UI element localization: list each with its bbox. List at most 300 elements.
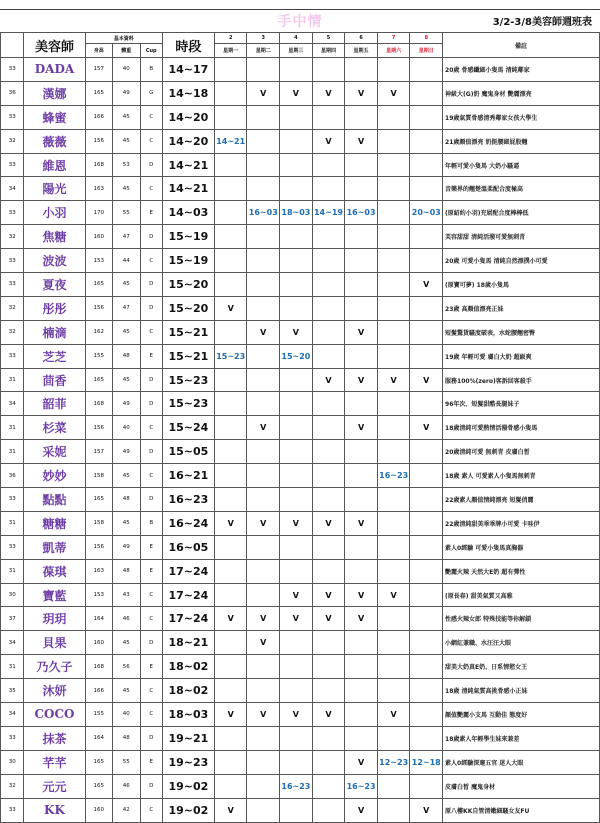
height-cell: 164 (85, 607, 113, 631)
remark-cell: 芙容甜甜 清純活潑可愛無刺青 (443, 225, 600, 249)
name-cell: 玥玥 (24, 607, 85, 631)
day-cell: 16~23 (377, 464, 410, 488)
remark-cell: 18歲 素人 可愛素人小隻馬無刺青 (443, 464, 600, 488)
name-cell: 元元 (24, 774, 85, 798)
cup-cell: C (140, 583, 162, 607)
cup-cell: C (140, 679, 162, 703)
day-cell: 15~20 (280, 344, 313, 368)
day-cell (280, 392, 313, 416)
height-cell: 160 (85, 631, 113, 655)
height-cell: 156 (85, 416, 113, 440)
schedule-table (0, 32, 600, 823)
day-cell (280, 273, 313, 297)
name-cell: 韶菲 (24, 392, 85, 416)
slot-cell: 15~19 (162, 249, 214, 273)
day-cell (280, 750, 313, 774)
weight-cell: 49 (113, 535, 141, 559)
height-cell: 156 (85, 129, 113, 153)
remark-cell: (原紹約小羽)充屌配合度棒棒低 (443, 201, 600, 225)
day-cell (214, 750, 247, 774)
remark-cell: 20歲 骨感纖細小隻馬 清純鄰家 (443, 58, 600, 82)
day-cell (377, 320, 410, 344)
day-cell (280, 129, 313, 153)
slot-cell: 15~20 (162, 296, 214, 320)
day-cell: V (280, 511, 313, 535)
name-cell: 焦糖 (24, 225, 85, 249)
remark-cell: 甜美大奶真E奶、日系情慾女王 (443, 655, 600, 679)
table-row (1, 774, 600, 798)
remark-header: 備註 (443, 33, 600, 58)
day-cell (247, 129, 280, 153)
day-cell (312, 774, 345, 798)
slot-cell: 19~21 (162, 726, 214, 750)
day-cell: V (214, 703, 247, 727)
day-cell (280, 105, 313, 129)
cup-cell: C (140, 320, 162, 344)
day-label: 星期三 (280, 44, 313, 58)
day-cell (377, 344, 410, 368)
day-cell: V (345, 129, 378, 153)
day-cell (377, 153, 410, 177)
day-cell (312, 535, 345, 559)
height-cell: 168 (85, 153, 113, 177)
weight-cell: 48 (113, 559, 141, 583)
age-cell: 31 (1, 368, 24, 392)
height-cell: 155 (85, 344, 113, 368)
day-cell (312, 726, 345, 750)
name-cell: 點點 (24, 488, 85, 512)
day-cell: V (280, 703, 313, 727)
day-cell (410, 583, 443, 607)
weight-cell: 48 (113, 488, 141, 512)
remark-cell: 素人0經驗深邃五官 迷人大眼 (443, 750, 600, 774)
header-row-1 (1, 33, 600, 44)
table-row (1, 511, 600, 535)
day-cell (312, 559, 345, 583)
day-cell: V (247, 703, 280, 727)
day-cell (247, 488, 280, 512)
weight-cell: 49 (113, 440, 141, 464)
slot-cell: 17~24 (162, 607, 214, 631)
day-cell (280, 559, 313, 583)
day-cell (214, 416, 247, 440)
name-cell: 抹茶 (24, 726, 85, 750)
age-cell: 33 (1, 535, 24, 559)
remark-cell: 22歲素人顏值情純漂亮 短髮俏麗 (443, 488, 600, 512)
day-num: 3 (247, 33, 280, 44)
weight-cell: 45 (113, 177, 141, 201)
day-cell: V (247, 416, 280, 440)
day-cell (214, 320, 247, 344)
weight-cell: 45 (113, 273, 141, 297)
day-cell (410, 679, 443, 703)
day-cell (345, 249, 378, 273)
height-cell: 165 (85, 368, 113, 392)
day-cell (280, 225, 313, 249)
weight-cell: 49 (113, 392, 141, 416)
slot-cell: 15~23 (162, 368, 214, 392)
name-cell: COCO (24, 703, 85, 727)
age-cell: 33 (1, 58, 24, 82)
age-cell: 33 (1, 344, 24, 368)
cup-cell: E (140, 201, 162, 225)
height-cell: 155 (85, 703, 113, 727)
age-cell: 31 (1, 559, 24, 583)
day-cell (280, 296, 313, 320)
day-cell (377, 58, 410, 82)
day-cell (312, 58, 345, 82)
day-cell: V (312, 511, 345, 535)
weight-cell: 55 (113, 201, 141, 225)
day-cell (214, 464, 247, 488)
cup-cell: C (140, 607, 162, 631)
slot-cell: 17~24 (162, 559, 214, 583)
height-cell: 156 (85, 296, 113, 320)
age-cell: 31 (1, 655, 24, 679)
cup-cell: B (140, 511, 162, 535)
weight-cell: 55 (113, 750, 141, 774)
name-cell: 采妮 (24, 440, 85, 464)
table-row (1, 679, 600, 703)
day-cell: V (214, 511, 247, 535)
table-row (1, 798, 600, 822)
day-num: 7 (377, 33, 410, 44)
day-cell (410, 511, 443, 535)
day-cell: V (345, 416, 378, 440)
day-cell (280, 464, 313, 488)
remark-cell: 年輕可愛小隻馬 大奶小騷逼 (443, 153, 600, 177)
day-cell (247, 655, 280, 679)
day-cell: 16~23 (345, 774, 378, 798)
day-cell: V (214, 607, 247, 631)
height-cell: 160 (85, 225, 113, 249)
age-cell: 30 (1, 750, 24, 774)
table-row (1, 726, 600, 750)
day-cell (410, 774, 443, 798)
day-cell (312, 273, 345, 297)
day-label: 星期五 (345, 44, 378, 58)
slot-cell: 15~24 (162, 416, 214, 440)
table-row (1, 344, 600, 368)
day-cell (410, 655, 443, 679)
day-cell (410, 296, 443, 320)
remark-cell: 顏值艷麗小支馬 互動佳 態度好 (443, 703, 600, 727)
day-cell (214, 177, 247, 201)
day-cell: V (377, 583, 410, 607)
cup-cell: D (140, 225, 162, 249)
height-cell: 165 (85, 774, 113, 798)
day-cell (214, 392, 247, 416)
name-cell: 貝果 (24, 631, 85, 655)
day-cell (312, 416, 345, 440)
table-row (1, 488, 600, 512)
name-header: 美容師 (24, 33, 85, 58)
day-cell (247, 296, 280, 320)
cup-cell: G (140, 81, 162, 105)
age-cell: 33 (1, 249, 24, 273)
day-cell (410, 177, 443, 201)
age-cell: 33 (1, 798, 24, 822)
name-cell: 小羽 (24, 201, 85, 225)
day-cell (280, 368, 313, 392)
remark-cell: 19歲氣質骨感清秀鄰家女孩大學生 (443, 105, 600, 129)
day-cell (280, 535, 313, 559)
day-cell (214, 201, 247, 225)
cup-cell: C (140, 105, 162, 129)
day-cell: V (345, 750, 378, 774)
slot-cell: 15~20 (162, 273, 214, 297)
day-cell (377, 559, 410, 583)
day-cell: 16~23 (280, 774, 313, 798)
height-cell: 162 (85, 320, 113, 344)
table-row (1, 535, 600, 559)
day-cell (345, 464, 378, 488)
day-cell: 18~03 (280, 201, 313, 225)
cup-cell: D (140, 726, 162, 750)
day-cell (345, 296, 378, 320)
weight-cell: 45 (113, 464, 141, 488)
height-cell: 157 (85, 440, 113, 464)
name-cell: 杉菜 (24, 416, 85, 440)
day-cell (312, 679, 345, 703)
day-cell (312, 488, 345, 512)
slot-cell: 14~18 (162, 81, 214, 105)
title-bar (0, 9, 600, 32)
basic-header: 基本資料 (85, 33, 162, 44)
day-cell (247, 177, 280, 201)
day-cell (247, 249, 280, 273)
day-cell (214, 774, 247, 798)
slot-cell: 15~21 (162, 344, 214, 368)
day-cell: V (410, 273, 443, 297)
day-cell (312, 344, 345, 368)
day-cell (377, 511, 410, 535)
day-cell: V (345, 583, 378, 607)
table-row (1, 607, 600, 631)
weight-cell: 44 (113, 249, 141, 273)
day-cell (247, 679, 280, 703)
day-cell (214, 440, 247, 464)
day-cell: V (214, 296, 247, 320)
day-cell: V (410, 368, 443, 392)
table-row (1, 750, 600, 774)
height-cell: 153 (85, 249, 113, 273)
name-cell: 彤彤 (24, 296, 85, 320)
day-cell (410, 153, 443, 177)
height-cell: 160 (85, 798, 113, 822)
day-cell (312, 320, 345, 344)
day-cell: V (377, 368, 410, 392)
day-cell (312, 105, 345, 129)
weight-cell: 42 (113, 798, 141, 822)
day-cell: V (247, 511, 280, 535)
table-row (1, 655, 600, 679)
table-row (1, 273, 600, 297)
age-cell: 33 (1, 726, 24, 750)
cup-cell: D (140, 392, 162, 416)
height-cell: 165 (85, 273, 113, 297)
day-cell (214, 583, 247, 607)
day-cell (410, 559, 443, 583)
name-cell: 芝芝 (24, 344, 85, 368)
day-cell (345, 679, 378, 703)
slot-cell: 18~21 (162, 631, 214, 655)
day-cell (410, 81, 443, 105)
age-cell: 32 (1, 129, 24, 153)
age-cell: 31 (1, 440, 24, 464)
slot-cell: 15~05 (162, 440, 214, 464)
day-cell (280, 679, 313, 703)
cup-cell: E (140, 559, 162, 583)
remark-cell: (原長春) 甜美氣質又高雅 (443, 583, 600, 607)
slot-cell: 15~21 (162, 320, 214, 344)
table-row (1, 631, 600, 655)
height-cell: 158 (85, 464, 113, 488)
day-cell (410, 726, 443, 750)
slot-cell: 14~17 (162, 58, 214, 82)
day-cell (377, 225, 410, 249)
weight-cell: 45 (113, 368, 141, 392)
day-num: 6 (345, 33, 378, 44)
height-cell: 165 (85, 488, 113, 512)
slot-cell: 16~21 (162, 464, 214, 488)
remark-cell: (原寶可夢) 18歲小隻馬 (443, 273, 600, 297)
day-cell: V (312, 368, 345, 392)
table-row (1, 296, 600, 320)
day-cell (345, 726, 378, 750)
day-cell (214, 655, 247, 679)
remark-cell: 22歲清純甜美乖乖牌小可愛 卡哇伊 (443, 511, 600, 535)
day-cell (280, 798, 313, 822)
height-header: 身高 (85, 44, 113, 58)
day-cell (377, 273, 410, 297)
day-cell (377, 249, 410, 273)
remark-cell: 服務100%(zero)客訴回客殺手 (443, 368, 600, 392)
day-cell: V (280, 607, 313, 631)
day-cell (312, 177, 345, 201)
slot-cell: 15~19 (162, 225, 214, 249)
day-cell (410, 225, 443, 249)
day-label: 星期日 (410, 44, 443, 58)
height-cell: 157 (85, 58, 113, 82)
day-cell: V (345, 798, 378, 822)
table-row (1, 225, 600, 249)
cup-cell: C (140, 464, 162, 488)
day-cell (377, 726, 410, 750)
slot-cell: 14~20 (162, 129, 214, 153)
weight-cell: 45 (113, 511, 141, 535)
day-cell (214, 631, 247, 655)
day-cell: 20~03 (410, 201, 443, 225)
day-cell (280, 249, 313, 273)
age-cell: 33 (1, 201, 24, 225)
table-row (1, 153, 600, 177)
name-cell: 蜂蜜 (24, 105, 85, 129)
table-row (1, 392, 600, 416)
age-cell: 34 (1, 631, 24, 655)
day-cell (410, 58, 443, 82)
age-header (1, 33, 24, 58)
weight-cell: 45 (113, 129, 141, 153)
day-cell: V (247, 81, 280, 105)
remark-cell: 素人0經驗 可愛小隻馬真胸器 (443, 535, 600, 559)
day-cell: 14~21 (214, 129, 247, 153)
name-cell: 芊芊 (24, 750, 85, 774)
day-cell (214, 225, 247, 249)
remark-cell: 艷麗火辣 天然大E奶 超有彈性 (443, 559, 600, 583)
age-cell: 31 (1, 416, 24, 440)
day-cell (345, 535, 378, 559)
day-cell (377, 679, 410, 703)
day-label: 星期一 (214, 44, 247, 58)
weight-cell: 40 (113, 703, 141, 727)
age-cell: 37 (1, 607, 24, 631)
day-cell (247, 726, 280, 750)
age-cell: 34 (1, 177, 24, 201)
weight-cell: 53 (113, 153, 141, 177)
day-cell (312, 225, 345, 249)
day-cell (312, 392, 345, 416)
age-cell: 34 (1, 703, 24, 727)
day-cell (247, 559, 280, 583)
remark-cell: 18歲 清純氣質高挑骨感小正妹 (443, 679, 600, 703)
name-cell: 乃久子 (24, 655, 85, 679)
age-cell: 33 (1, 273, 24, 297)
age-cell: 36 (1, 81, 24, 105)
day-cell (312, 798, 345, 822)
day-cell (280, 440, 313, 464)
table-row (1, 583, 600, 607)
day-cell (312, 655, 345, 679)
day-cell (214, 81, 247, 105)
cup-cell: D (140, 774, 162, 798)
weight-cell: 46 (113, 607, 141, 631)
slot-cell: 16~24 (162, 511, 214, 535)
day-cell (214, 679, 247, 703)
day-cell: 12~18 (410, 750, 443, 774)
slot-cell: 18~02 (162, 679, 214, 703)
day-cell (377, 798, 410, 822)
day-cell: V (345, 320, 378, 344)
day-label: 星期四 (312, 44, 345, 58)
day-cell (377, 129, 410, 153)
day-cell (214, 368, 247, 392)
day-cell (312, 153, 345, 177)
weight-cell: 45 (113, 631, 141, 655)
day-cell (345, 559, 378, 583)
cup-cell: D (140, 440, 162, 464)
day-cell (377, 201, 410, 225)
day-cell: V (280, 81, 313, 105)
day-cell: V (247, 607, 280, 631)
table-row (1, 416, 600, 440)
day-cell: 16~03 (345, 201, 378, 225)
height-cell: 165 (85, 750, 113, 774)
day-cell (312, 631, 345, 655)
brand-title: 手中情 (277, 14, 323, 30)
day-label: 星期六 (377, 44, 410, 58)
cup-cell: D (140, 631, 162, 655)
day-cell: V (247, 320, 280, 344)
table-row (1, 58, 600, 82)
weight-cell: 56 (113, 655, 141, 679)
slot-cell: 18~03 (162, 703, 214, 727)
age-cell: 35 (1, 679, 24, 703)
name-cell: 漢娜 (24, 81, 85, 105)
cup-cell: D (140, 368, 162, 392)
day-cell: V (312, 129, 345, 153)
day-cell (214, 488, 247, 512)
